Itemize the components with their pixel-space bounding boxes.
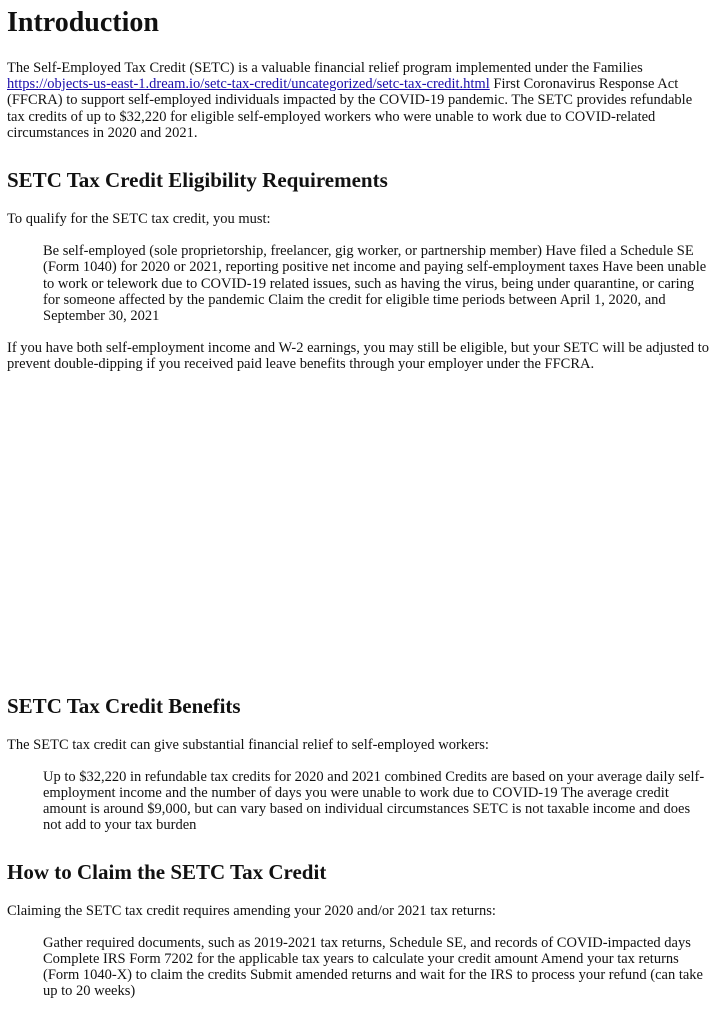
intro-heading: Introduction [7, 7, 159, 38]
benefits-intro: The SETC tax credit can give substantial financial relief to self-employed workers: [7, 736, 489, 753]
claim-heading: How to Claim the SETC Tax Credit [7, 859, 327, 884]
benefits-heading: SETC Tax Credit Benefits [7, 693, 241, 718]
blank-space [7, 373, 713, 693]
intro-paragraph [7, 60, 713, 141]
benefits-list: Up to $32,220 in refundable tax credits for 2020 and 2021 combined Credits are based on your average daily self-employment income and the number of days you were unable to work due to COVID-19 The average credit amount is around $9,000, but can vary based on individual circumstances SETC is not taxable income and does not add to your tax burden [43, 768, 705, 834]
eligibility-intro: To qualify for the SETC tax credit, you must: [7, 211, 271, 228]
document-page [7, 0, 713, 1000]
intro-text-before-link: The Self-Employed Tax Credit (SETC) is a valuable financial relief program implemented under the Families [7, 60, 643, 76]
eligibility-list: Be self-employed (sole proprietorship, freelancer, gig worker, or partnership member) Have filed a Schedule SE (Form 1040) for 2020 or 2021, reporting positive net income and paying self-employment taxes Have been unable to work or telework due to COVID-19 related issues, such as having the virus, being under quarantine, or caring for someone affected by the pandemic Claim the credit for eligible time periods between April 1, 2020, and September 30, 2021 [43, 243, 707, 325]
claim-list: Gather required documents, such as 2019-2021 tax returns, Schedule SE, and records of COVID-impacted days Complete IRS Form 7202 for the applicable tax years to calculate your credit amount Amend your tax returns (Form 1040-X) to claim the credits Submit amended returns and wait for the IRS to process your refund (can take up to 20 weeks) [43, 934, 703, 1000]
claim-intro: Claiming the SETC tax credit requires amending your 2020 and/or 2021 tax returns: [7, 902, 496, 919]
intro-text-after-link: First Coronavirus Response Act (FFCRA) to support self-employed individuals impacted by the COVID-19 pandemic. The SETC provides refundable tax credits of up to $32,220 for eligible self-employed workers who were unable to work due to COVID-related circumstances in 2020 and 2021. [7, 76, 693, 141]
eligibility-heading: SETC Tax Credit Eligibility Requirements [7, 168, 388, 193]
eligibility-note: If you have both self-employment income and W-2 earnings, you may still be eligible, but your SETC will be adjusted to prevent double-dipping if you received paid leave benefits through your employer under the FFCRA. [7, 340, 710, 373]
setc-article-link[interactable]: https://objects-us-east-1.dream.io/setc-tax-credit/uncategorized/setc-tax-credit.html [7, 76, 490, 93]
